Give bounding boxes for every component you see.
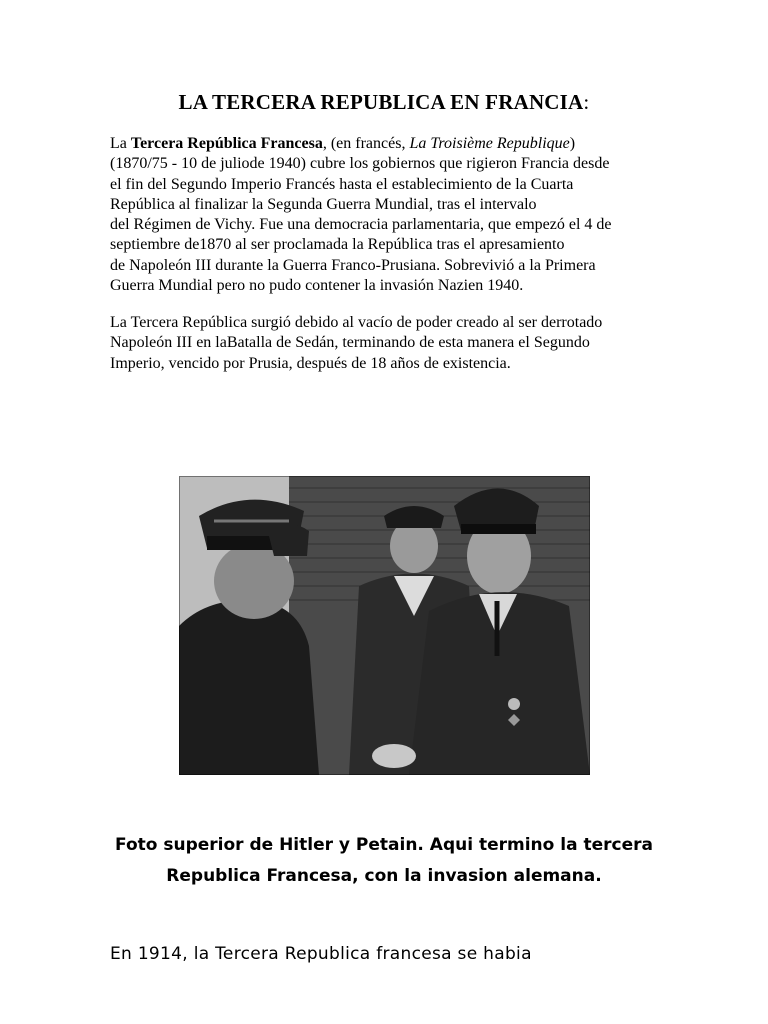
- paragraph-line: (1870/75 - 10 de juliode 1940) cubre los gobiernos que rigieron Francia desde: [110, 155, 610, 173]
- page-title: [0, 90, 768, 115]
- paragraph-line: de Napoleón III durante la Guerra Franco-Prusiana. Sobrevivió a la Primera: [110, 256, 596, 274]
- text-run: La: [110, 135, 131, 152]
- text-run: ): [569, 135, 576, 152]
- paragraph-line: República al finalizar la Segunda Guerra Mundial, tras el intervalo: [110, 195, 537, 213]
- continuation-text: En 1914, la Tercera Republica francesa se habia: [110, 944, 532, 964]
- paragraph-line: septiembre de1870 al ser proclamada la República tras el apresamiento: [110, 236, 565, 254]
- photo-caption: [0, 830, 768, 892]
- paragraph-line: el fin del Segundo Imperio Francés hasta el establecimiento de la Cuarta: [110, 175, 574, 193]
- second-paragraph: [110, 313, 670, 374]
- historical-photo-icon: [179, 476, 590, 775]
- paragraph-line: Imperio, vencido por Prusia, después de 18 años de existencia.: [110, 354, 511, 372]
- bold-term: Tercera República Francesa: [130, 135, 323, 152]
- paragraph-line: Guerra Mundial pero no pudo contener la invasión Nazien 1940.: [110, 277, 524, 295]
- paragraph-line: La Tercera República surgió debido al vacío de poder creado al ser derrotado: [110, 314, 603, 331]
- title-text: LA TERCERA REPUBLICA EN FRANCIA: [178, 90, 584, 114]
- intro-paragraph: [110, 134, 670, 296]
- paragraph-line: del Régimen de Vichy. Fue una democracia parlamentaria, que empezó el 4 de: [110, 216, 612, 234]
- caption-line: Republica Francesa, con la invasion alemana.: [166, 866, 602, 886]
- historical-photo: [179, 476, 590, 775]
- caption-line: Foto superior de Hitler y Petain. Aqui termino la tercera: [115, 835, 653, 855]
- text-run: , (en francés,: [322, 135, 410, 152]
- paragraph-line: [110, 134, 670, 154]
- title-colon: :: [583, 90, 590, 114]
- paragraph-line: Napoleón III en laBatalla de Sedán, terminando de esta manera el Segundo: [110, 334, 590, 352]
- italic-term: La Troisième Republique: [409, 135, 570, 152]
